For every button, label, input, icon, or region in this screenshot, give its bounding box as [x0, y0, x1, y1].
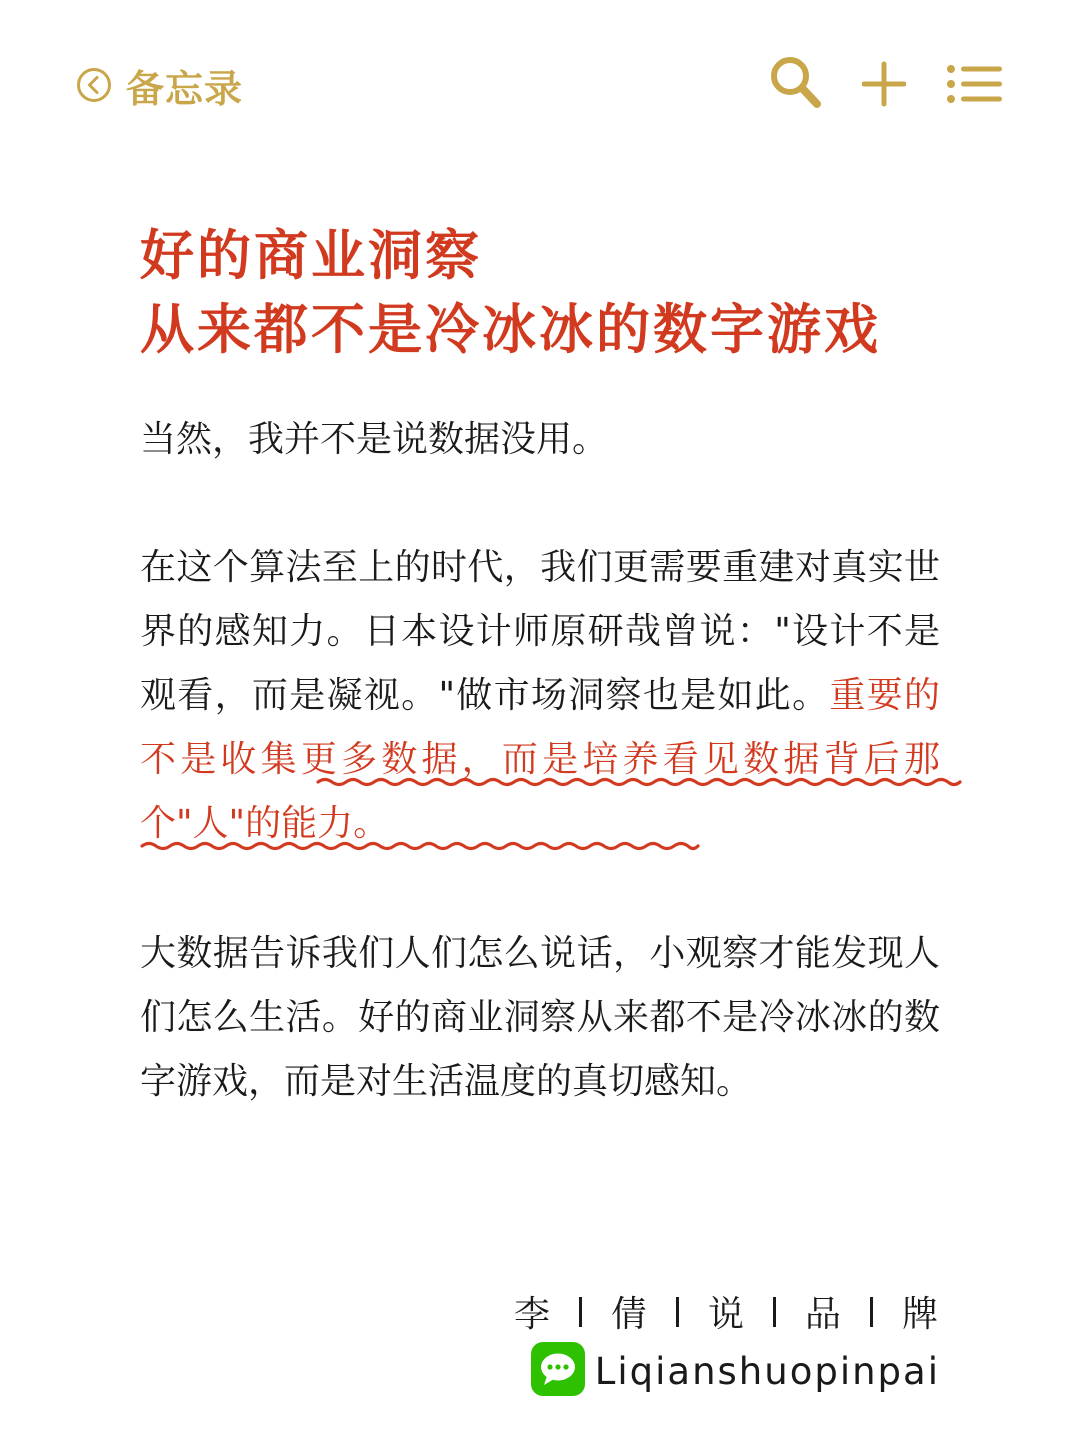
highlighted-quote: 重要的不是收集更多数据，而是培养看见数据背后那个"人"的能力。 [140, 675, 940, 844]
headline-line-2: 从来都不是冷冰冰的数字游戏 [140, 297, 881, 361]
headline-line-1: 好的商业洞察 [140, 223, 482, 287]
brand-divider [676, 1297, 679, 1327]
wechat-id: Liqianshuopinpai [594, 1349, 940, 1393]
article-headline [140, 218, 1020, 366]
brand-char: 牌 [901, 1294, 938, 1335]
paragraph-1: 当然，我并不是说数据没用。 [140, 419, 609, 460]
paragraph-2-text: 在这个算法至上的时代，我们更需要重建对真实世界的感知力。日本设计师原研哉曾说："设计不是观看，而是凝视。"做市场洞察也是如此。 [140, 547, 940, 716]
brand-char: 倩 [610, 1294, 647, 1335]
menu-button[interactable] [946, 54, 1004, 112]
brand-char: 品 [804, 1294, 841, 1335]
brand-divider [579, 1297, 582, 1327]
brand-char: 李 [513, 1294, 550, 1335]
search-button[interactable] [768, 54, 824, 112]
brand-char: 说 [707, 1294, 744, 1335]
brand-signature [512, 1286, 940, 1337]
brand-divider [773, 1297, 776, 1327]
brand-divider [870, 1297, 873, 1327]
wechat-icon [531, 1342, 585, 1400]
plus-icon [862, 54, 906, 112]
paragraph-2 [140, 536, 940, 856]
add-note-button[interactable] [862, 54, 906, 112]
chevron-left-circle-icon [76, 67, 112, 103]
search-icon [768, 54, 824, 112]
back-label: 备忘录 [126, 66, 244, 111]
wechat-contact [531, 1342, 940, 1400]
paragraph-3: 大数据告诉我们人们怎么说话，小观察才能发现人们怎么生活。好的商业洞察从来都不是冷冰冰的数字游戏，而是对生活温度的真切感知。 [140, 933, 940, 1102]
back-button[interactable] [76, 60, 243, 110]
list-icon [946, 54, 1004, 112]
